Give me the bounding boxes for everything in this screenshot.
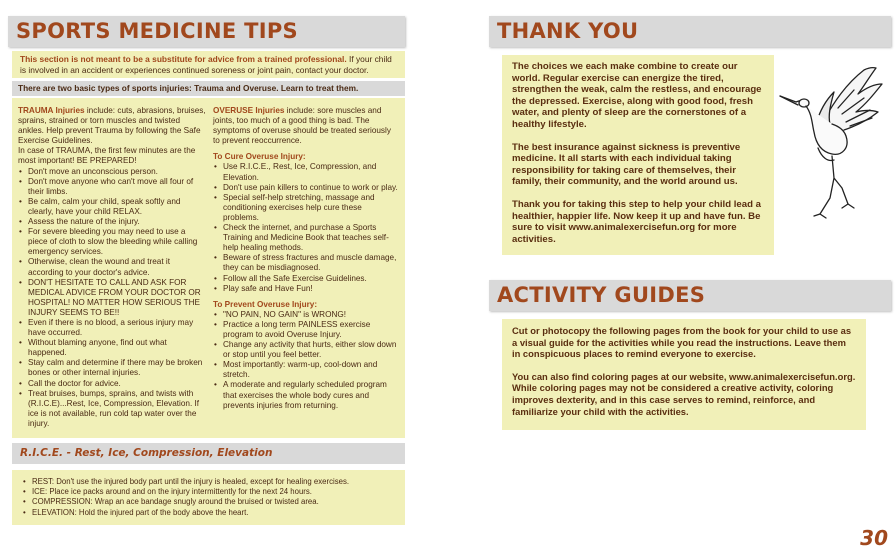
list-item: • Don't move anyone who can't move all four of their limbs. bbox=[26, 177, 206, 197]
overuse-column bbox=[213, 106, 399, 411]
injuries-box bbox=[12, 98, 405, 438]
list-item: • Check the internet, and purchase a Sports Training and Medicine Book that teaches self-help healing methods. bbox=[221, 223, 399, 253]
thank-paragraph-3: Thank you for taking this step to help your child lead a healthier, happier life. Now keep it up and have fun. Be sure to visit www.animalexercisefun.org for more activities. bbox=[512, 198, 761, 245]
list-item: • A moderate and regularly scheduled program that exercises the whole body cures and prevents injuries from returning. bbox=[221, 380, 399, 410]
thank-you-box bbox=[502, 55, 774, 255]
prevent-heading: To Prevent Overuse Injury: bbox=[213, 299, 318, 309]
list-item: • ICE: Place ice packs around and on the injury intermittently for the next 24 hours. bbox=[30, 487, 400, 497]
list-item: • Without blaming anyone, find out what happened. bbox=[26, 338, 206, 358]
overuse-intro: include: sore muscles and joints, too much of a good thing is bad. The symptoms of overuse should be treated seriously to prevent reoccurrence. bbox=[213, 106, 391, 146]
trauma-column bbox=[18, 106, 206, 429]
trauma-case: In case of TRAUMA, the first few minutes are the most important! BE PREPARED! bbox=[18, 146, 196, 166]
page-number: 30 bbox=[860, 526, 888, 550]
rice-list bbox=[22, 477, 400, 518]
list-item: • REST: Don't use the injured body part until the injury is healed, except for healing exercises. bbox=[30, 477, 400, 487]
warning-bold: This section is not meant to be a substitute for advice from a trained professional. bbox=[20, 54, 347, 64]
list-item: • Most importantly: warm-up, cool-down and stretch. bbox=[221, 360, 399, 380]
warning-rest: If your child is involved in an accident or experiences continued soreness or joint pain, contact your doctor. bbox=[20, 54, 392, 75]
activity-guides-title: ACTIVITY GUIDES bbox=[489, 280, 891, 311]
list-item: • COMPRESSION: Wrap an ace bandage snugly around the bruised or twisted area. bbox=[30, 497, 400, 507]
rice-list-wrap bbox=[22, 477, 400, 518]
trauma-list bbox=[18, 167, 206, 429]
cure-list bbox=[213, 162, 399, 293]
thank-you-title: THANK YOU bbox=[489, 16, 891, 47]
list-item: • ELEVATION: Hold the injured part of the body above the heart. bbox=[30, 508, 400, 518]
rice-box bbox=[12, 470, 405, 525]
list-item: • Don't use pain killers to continue to work or play. bbox=[221, 183, 399, 193]
list-item: • Treat bruises, bumps, sprains, and twists with (R.I.C.E)...Rest, Ice, Compression, Elevation. If ice is not available, run cold tap water over the injury. bbox=[26, 389, 206, 429]
list-item: • Be calm, calm your child, speak softly and clearly, have your child RELAX. bbox=[26, 197, 206, 217]
list-item: • Beware of stress fractures and muscle damage, they can be misdiagnosed. bbox=[221, 253, 399, 273]
thank-you-text bbox=[512, 61, 764, 245]
list-item: • Don't move an unconscious person. bbox=[26, 167, 206, 177]
list-item: • Play safe and Have Fun! bbox=[221, 284, 399, 294]
list-item: • Assess the nature of the injury. bbox=[26, 217, 206, 227]
thank-paragraph-1: The choices we each make combine to create our world. Regular exercise can energize the tired, strengthen the weak, calm the restless, and encourage the depressed. Exercise, along with good food, fresh water, and plenty of sleep are the cornerstones of a healthy lifestyle. bbox=[512, 61, 762, 130]
warning-box bbox=[12, 51, 405, 78]
crane-bird-illustration bbox=[776, 62, 888, 222]
injury-types-bar bbox=[12, 81, 405, 96]
list-item: • Special self-help stretching, massage and conditioning exercises help cure these problems. bbox=[221, 193, 399, 223]
list-item: • Follow all the Safe Exercise Guidelines. bbox=[221, 274, 399, 284]
list-item: • Otherwise, clean the wound and treat it according to your doctor's advice. bbox=[26, 257, 206, 277]
list-item: • Change any activity that hurts, either slow down or stop until you feel better. bbox=[221, 340, 399, 360]
list-item: • Use R.I.C.E., Rest, Ice, Compression, and Elevation. bbox=[221, 162, 399, 182]
list-item: • For severe bleeding you may need to use a piece of cloth to slow the bleeding while calling emergency services. bbox=[26, 227, 206, 257]
trauma-intro: include: cuts, abrasions, bruises, sprains, strained or torn muscles and twisted ankles. Help prevent Trauma by following the Safe Exercise Guidelines. bbox=[18, 106, 206, 146]
sports-medicine-title: SPORTS MEDICINE TIPS bbox=[8, 16, 405, 47]
activity-paragraph-1: Cut or photocopy the following pages from the book for your child to use as a visual guide for the activities while you read the instructions. Leave them in conspicuous places to remind everyone to exercise. bbox=[512, 325, 852, 360]
list-item: • Even if there is no blood, a serious injury may have occurred. bbox=[26, 318, 206, 338]
prevent-list bbox=[213, 310, 399, 411]
activity-guides-box bbox=[502, 319, 866, 430]
list-item: • Call the doctor for advice. bbox=[26, 379, 206, 389]
rice-header bbox=[12, 443, 405, 464]
activity-text bbox=[512, 325, 856, 417]
injury-types-line: There are two basic types of sports injuries: Trauma and Overuse. Learn to treat them. bbox=[18, 83, 359, 93]
list-item: • Stay calm and determine if there may be broken bones or other internal injuries. bbox=[26, 358, 206, 378]
rice-title: R.I.C.E. - Rest, Ice, Compression, Elevation bbox=[20, 447, 273, 459]
overuse-heading: OVERUSE Injuries bbox=[213, 106, 285, 115]
thank-paragraph-2: The best insurance against sickness is preventive medicine. It all starts with each individual taking responsibility for taking care of themselves, their family, their community, and the world around us. bbox=[512, 141, 741, 188]
activity-paragraph-2: You can also find coloring pages at our website, www.animalexercisefun.org. While coloring pages may not be considered a creative activity, coloring improves dexterity, and in this case serves to remind, reinforce, and familiarize your child with the activities. bbox=[512, 370, 856, 417]
list-item: • Practice a long term PAINLESS exercise program to avoid Overuse Injury. bbox=[221, 320, 399, 340]
trauma-heading: TRAUMA Injuries bbox=[18, 106, 85, 115]
list-item: • DON'T HESITATE TO CALL AND ASK FOR MEDICAL ADVICE FROM YOUR DOCTOR OR HOSPITAL! NO MATTER HOW SERIOUS THE INJURY SEEMS TO BE!! bbox=[26, 278, 206, 318]
cure-heading: To Cure Overuse Injury: bbox=[213, 152, 306, 162]
list-item: • "NO PAIN, NO GAIN" is WRONG! bbox=[221, 310, 399, 320]
